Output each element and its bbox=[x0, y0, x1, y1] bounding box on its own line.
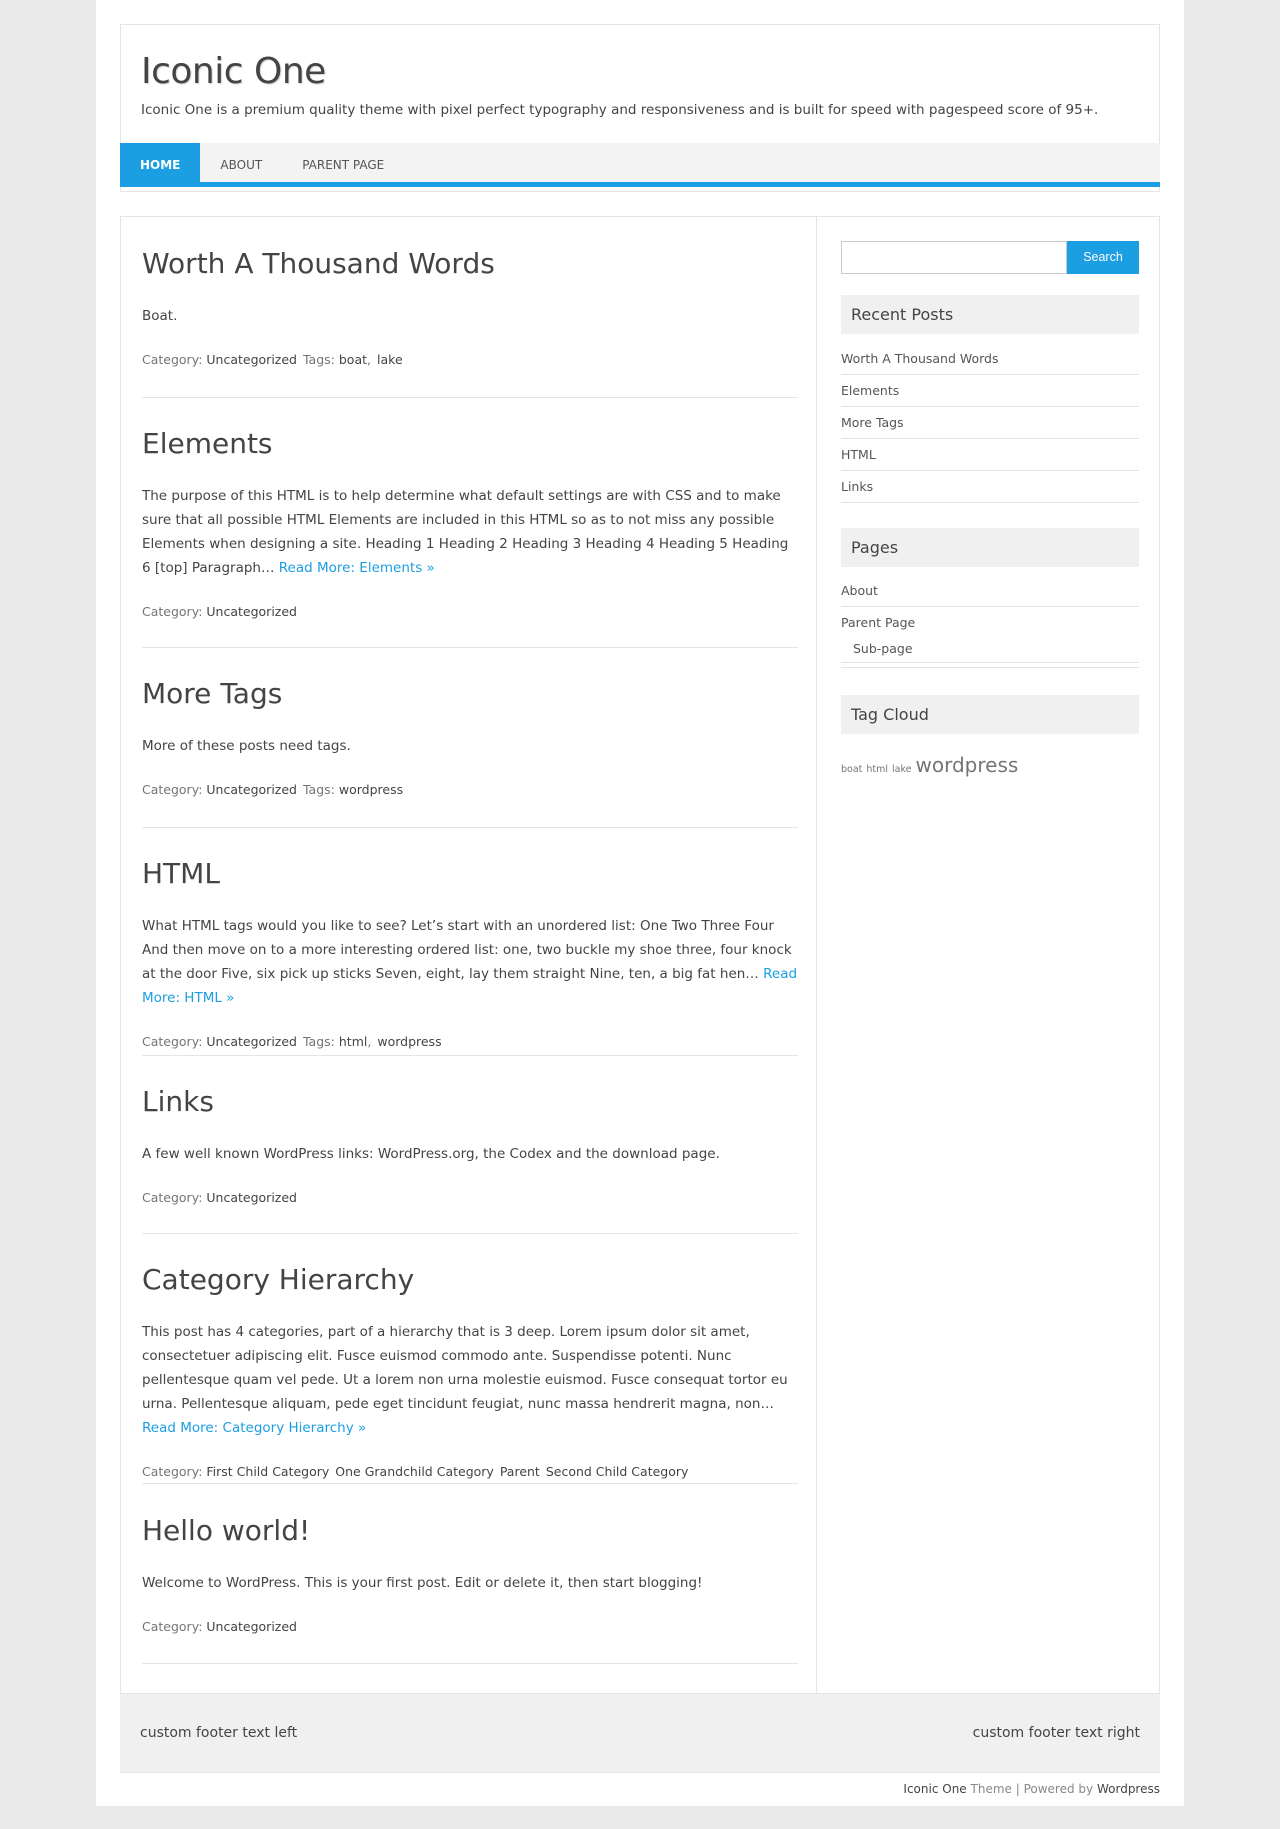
main-nav bbox=[120, 143, 1160, 187]
post-meta bbox=[142, 1190, 798, 1205]
post-title[interactable]: HTML bbox=[142, 857, 220, 890]
post-title[interactable]: Links bbox=[142, 1085, 214, 1118]
post-meta bbox=[142, 604, 798, 619]
tag-link[interactable]: wordpress bbox=[377, 1034, 442, 1049]
category-link[interactable]: Uncategorized bbox=[206, 1190, 297, 1205]
category-label: Category: bbox=[142, 782, 203, 797]
tags-label: Tags: bbox=[302, 352, 335, 367]
page-link[interactable]: Parent Page bbox=[841, 615, 916, 630]
tag-link[interactable]: html bbox=[338, 1034, 368, 1049]
recent-post-link[interactable]: HTML bbox=[841, 439, 1139, 471]
recent-posts-title: Recent Posts bbox=[841, 295, 1139, 334]
subpage-list bbox=[841, 639, 1139, 668]
post-meta bbox=[142, 782, 798, 797]
post-article bbox=[142, 1085, 798, 1234]
recent-post-link[interactable]: Links bbox=[841, 471, 1139, 503]
post-title[interactable]: Elements bbox=[142, 427, 273, 460]
post-article bbox=[142, 1514, 798, 1664]
recent-posts-list bbox=[841, 343, 1139, 503]
post-meta bbox=[142, 1034, 798, 1049]
post-title[interactable]: Worth A Thousand Words bbox=[142, 247, 495, 280]
post-excerpt-text: This post has 4 categories, part of a hierarchy that is 3 deep. Lorem ipsum dolor sit amet, consectetuer adipiscing elit. Fusce euismod commodo ante. Suspendisse potenti. Nunc pellentesque quam vel pede. Ut a lorem non urna molestie euismod. Fusce consequat tortor eu urna. Pellentesque aliquam, pede eget tincidunt feugiat, nunc massa hendrerit magna, non… bbox=[142, 1324, 788, 1412]
category-label: Category: bbox=[142, 1619, 203, 1634]
page-link[interactable]: About bbox=[841, 575, 1139, 607]
post-excerpt bbox=[142, 734, 798, 758]
post-excerpt bbox=[142, 1142, 798, 1166]
pages-list bbox=[841, 575, 1139, 668]
post-article bbox=[142, 427, 798, 648]
site-header bbox=[120, 24, 1160, 192]
post-excerpt-text: More of these posts need tags. bbox=[142, 738, 351, 754]
recent-post-link[interactable]: More Tags bbox=[841, 407, 1139, 439]
tag-cloud-link[interactable]: lake bbox=[892, 764, 912, 775]
post-meta bbox=[142, 352, 798, 367]
category-link[interactable]: First Child Category bbox=[206, 1464, 330, 1479]
site-title[interactable]: Iconic One bbox=[141, 51, 326, 92]
post-excerpt-text: What HTML tags would you like to see? Let’s start with an unordered list: One Two Three Four And then move on to a more interesting ordered list: one, two buckle my shoe three, four knock at the door Five, six pick up sticks Seven, eight, lay them straight Nine, ten, a big fat hen… bbox=[142, 918, 792, 982]
post-excerpt bbox=[142, 1571, 798, 1595]
post-excerpt-text: A few well known WordPress links: WordPress.org, the Codex and the download page. bbox=[142, 1146, 720, 1162]
recent-post-link[interactable]: Worth A Thousand Words bbox=[841, 343, 1139, 375]
site-credit bbox=[903, 1782, 1160, 1796]
tag-link[interactable]: boat bbox=[338, 352, 368, 367]
pages-title: Pages bbox=[841, 528, 1139, 567]
post-excerpt bbox=[142, 484, 798, 580]
category-link[interactable]: Uncategorized bbox=[206, 1034, 297, 1049]
post-title[interactable]: More Tags bbox=[142, 677, 283, 710]
tag-cloud-title: Tag Cloud bbox=[841, 695, 1139, 734]
post-title[interactable]: Hello world! bbox=[142, 1514, 311, 1547]
post-excerpt bbox=[142, 1320, 798, 1440]
tags-label: Tags: bbox=[302, 1034, 335, 1049]
category-link[interactable]: Uncategorized bbox=[206, 782, 297, 797]
post-meta bbox=[142, 1619, 798, 1634]
category-link[interactable]: One Grandchild Category bbox=[335, 1464, 494, 1479]
recent-post-link[interactable]: Elements bbox=[841, 375, 1139, 407]
category-link[interactable]: Uncategorized bbox=[206, 352, 297, 367]
category-label: Category: bbox=[142, 604, 203, 619]
tag-cloud-link[interactable]: boat bbox=[841, 764, 863, 775]
footer-text-left: custom footer text left bbox=[140, 1725, 298, 1741]
tag-cloud bbox=[841, 753, 1022, 777]
read-more-link[interactable]: Read More: Category Hierarchy » bbox=[142, 1420, 367, 1436]
post-excerpt-text: The purpose of this HTML is to help determine what default settings are with CSS and to make sure that all possible HTML Elements are included in this HTML so as to not miss any possible Elements when designing a site. Heading 1 Heading 2 Heading 3 Heading 4 Heading 5 Heading 6 [top] Paragraph… bbox=[142, 488, 789, 576]
post-meta bbox=[142, 1464, 798, 1479]
post-title[interactable]: Category Hierarchy bbox=[142, 1263, 415, 1296]
main-wrapper bbox=[120, 216, 1160, 1694]
category-label: Category: bbox=[142, 1034, 203, 1049]
nav-item-about[interactable]: ABOUT bbox=[220, 158, 263, 172]
post-article bbox=[142, 857, 798, 1056]
category-link[interactable]: Uncategorized bbox=[206, 604, 297, 619]
post-article bbox=[142, 677, 798, 828]
credit-theme-link[interactable]: Iconic One bbox=[903, 1782, 967, 1796]
category-link[interactable]: Uncategorized bbox=[206, 1619, 297, 1634]
post-article bbox=[142, 1263, 798, 1484]
post-article bbox=[142, 247, 798, 398]
footer-text-right: custom footer text right bbox=[972, 1725, 1140, 1741]
post-excerpt-text: Welcome to WordPress. This is your first post. Edit or delete it, then start blogging! bbox=[142, 1575, 703, 1591]
read-more-link[interactable]: Read More: HTML » bbox=[142, 966, 798, 1006]
category-label: Category: bbox=[142, 1190, 203, 1205]
tag-link[interactable]: lake bbox=[377, 352, 403, 367]
search-input[interactable] bbox=[841, 241, 1067, 274]
page-container bbox=[96, 0, 1184, 1806]
tag-link[interactable]: wordpress bbox=[338, 782, 404, 797]
nav-item-home[interactable]: HOME bbox=[120, 143, 200, 187]
site-footer bbox=[120, 1694, 1160, 1773]
post-excerpt-text: Boat. bbox=[142, 308, 178, 324]
category-link[interactable]: Second Child Category bbox=[545, 1464, 689, 1479]
tag-separator: , bbox=[367, 352, 372, 367]
post-excerpt bbox=[142, 914, 798, 1010]
post-excerpt bbox=[142, 304, 798, 328]
tag-separator: , bbox=[367, 1034, 372, 1049]
category-link[interactable]: Parent bbox=[499, 1464, 540, 1479]
site-description: Iconic One is a premium quality theme with pixel perfect typography and responsiveness and is built for speed with pagespeed score of 95+. bbox=[141, 102, 1099, 118]
category-label: Category: bbox=[142, 1464, 203, 1479]
credit-text: Theme | Powered by bbox=[970, 1782, 1094, 1796]
search-button[interactable]: Search bbox=[1067, 241, 1139, 274]
category-label: Category: bbox=[142, 352, 203, 367]
tags-label: Tags: bbox=[302, 782, 335, 797]
tag-cloud-link[interactable]: wordpress bbox=[915, 753, 1019, 777]
read-more-link[interactable]: Read More: Elements » bbox=[278, 560, 435, 576]
post-list bbox=[121, 217, 817, 1693]
subpage-link[interactable]: Sub-page bbox=[841, 639, 1139, 663]
tag-cloud-link[interactable]: html bbox=[866, 764, 889, 775]
nav-item-parent-page[interactable]: PARENT PAGE bbox=[302, 158, 385, 172]
credit-wordpress-link[interactable]: Wordpress bbox=[1096, 1782, 1160, 1796]
